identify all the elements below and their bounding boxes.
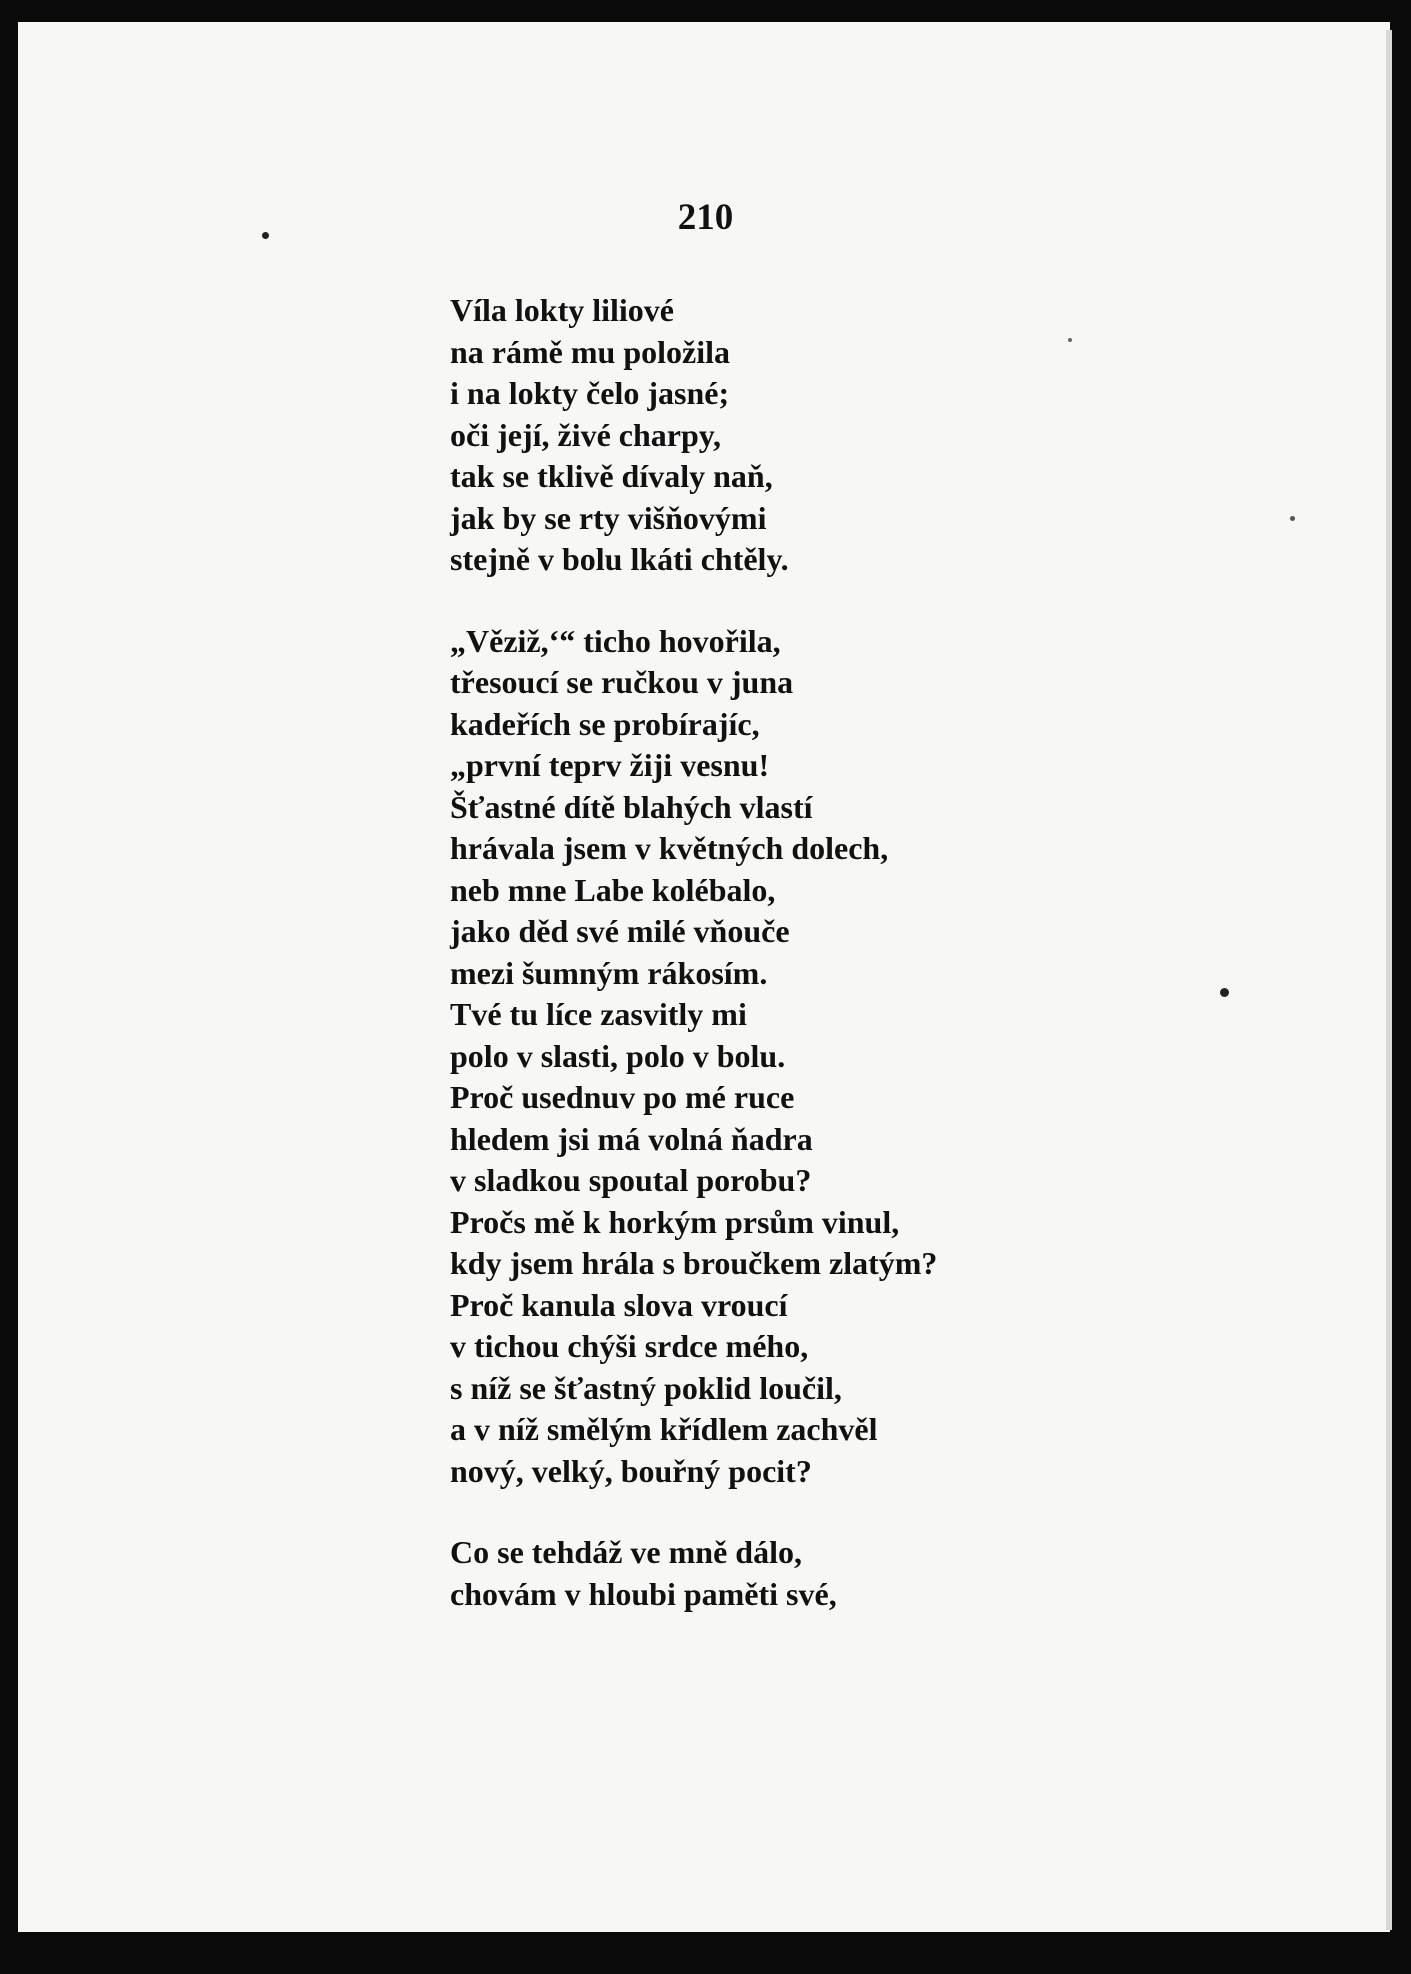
poem-line: jak by se rty višňovými <box>450 499 767 536</box>
poem-line: Proč usednuv po mé ruce <box>450 1079 795 1115</box>
ink-speck <box>1220 988 1229 997</box>
poem-line: Šťastné dítě blahých vlastí <box>450 788 813 825</box>
poem-line: třesoucí se ručkou v juna <box>450 664 794 700</box>
stanza <box>450 290 1150 581</box>
poem-line: stejně v bolu lkáti chtěly. <box>450 541 789 577</box>
poem-line: jako děd své milé vňouče <box>450 913 790 949</box>
stanza <box>450 621 1150 1493</box>
poem-line: mezi šumným rákosím. <box>450 954 768 991</box>
poem-line: Co se tehdáž ve mně dálo, <box>450 1534 802 1570</box>
poem-line: tak se tklivě dívaly naň, <box>450 458 773 494</box>
poem-line: „Věziž,‘“ ticho hovořila, <box>450 622 781 659</box>
page-number: 210 <box>677 197 734 238</box>
poem-line: i na lokty čelo jasné; <box>450 375 730 411</box>
poem-line: Tvé tu líce zasvitly mi <box>450 996 747 1032</box>
poem-line: hrávala jsem v květných dolech, <box>450 830 889 866</box>
poem-line: chovám v hloubi paměti své, <box>450 1575 837 1612</box>
poem-line: Proč kanula slova vroucí <box>450 1286 788 1323</box>
poem-line: „první teprv žiji vesnu! <box>450 747 770 783</box>
poem-line: a v níž smělým křídlem zachvěl <box>450 1411 878 1447</box>
poem-line: v sladkou spoutal porobu? <box>450 1162 812 1198</box>
page-edge <box>1386 30 1392 1930</box>
poem-line: v tichou chýši srdce mého, <box>450 1328 809 1364</box>
poem-line: neb mne Labe kolébalo, <box>450 871 776 908</box>
poem-body <box>450 290 1150 1615</box>
poem-line: nový, velký, bouřný pocit? <box>450 1452 812 1489</box>
poem-line: Pročs mě k horkým prsům vinul, <box>450 1203 900 1240</box>
poem-line: na rámě mu položila <box>450 333 730 370</box>
poem-line: polo v slasti, polo v bolu. <box>450 1037 786 1074</box>
poem-line: kdy jsem hrála s broučkem zlatým? <box>450 1245 938 1281</box>
stanza <box>450 1532 1150 1615</box>
poem-line: s níž se šťastný poklid loučil, <box>450 1369 842 1406</box>
poem-line: hledem jsi má volná ňadra <box>450 1120 813 1157</box>
poem-line: oči její, živé charpy, <box>450 416 722 453</box>
ink-speck <box>1290 516 1295 521</box>
poem-line: kadeřích se probírajíc, <box>450 705 760 742</box>
poem-line: Víla lokty liliové <box>450 292 674 328</box>
